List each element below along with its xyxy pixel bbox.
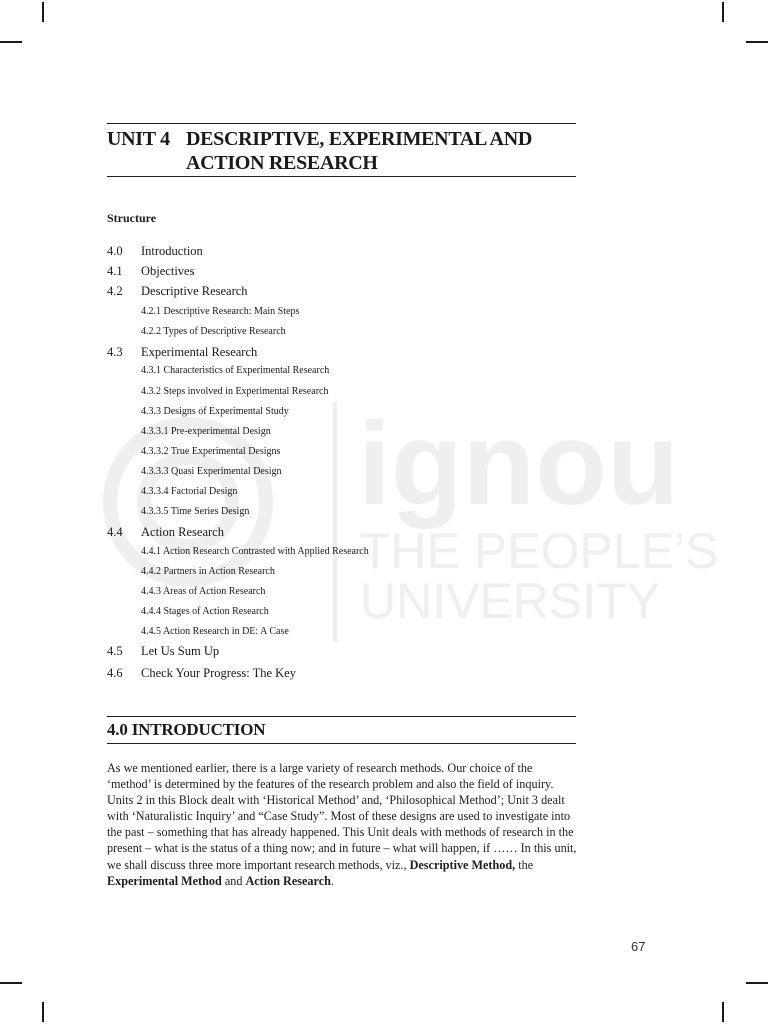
toc-number: 4.1	[107, 264, 123, 278]
unit-title-line-2: ACTION RESEARCH	[186, 152, 378, 174]
toc-subitem: 4.4.3 Areas of Action Research	[141, 586, 266, 597]
toc-number: 4.2	[107, 284, 123, 298]
watermark-tagline-1: THE PEOPLE’S	[360, 523, 718, 579]
toc-subitem: 4.4.1 Action Research Contrasted with Applied Research	[141, 546, 369, 557]
toc-number: 4.4	[107, 525, 123, 539]
intro-text-connector: the	[515, 857, 534, 872]
toc-subitem: 4.4.2 Partners in Action Research	[141, 566, 275, 577]
intro-text-end: .	[330, 873, 334, 888]
intro-paragraph	[107, 760, 577, 889]
toc-subitem: 4.4.4 Stages of Action Research	[141, 606, 269, 617]
toc-subitem: 4.3.3 Designs of Experimental Study	[141, 406, 289, 417]
intro-bold-action: Action Research	[245, 873, 331, 888]
unit-title-line-1: DESCRIPTIVE, EXPERIMENTAL AND	[186, 128, 532, 150]
toc-title: Action Research	[141, 525, 224, 539]
section-bottom-rule	[107, 743, 576, 744]
intro-bold-experimental: Experimental Method	[107, 873, 222, 888]
toc-title: Let Us Sum Up	[141, 644, 220, 658]
crop-mark-bottom-right-h	[746, 982, 768, 984]
unit-number: UNIT 4	[107, 128, 170, 150]
toc-title: Check Your Progress: The Key	[141, 666, 296, 680]
title-bottom-rule	[107, 176, 576, 177]
crop-mark-top-right-h	[746, 41, 768, 43]
toc-subitem: 4.3.3.2 True Experimental Designs	[141, 446, 281, 457]
crop-mark-top-left	[42, 2, 44, 22]
toc-subitem: 4.4.5 Action Research in DE: A Case	[141, 626, 289, 637]
toc-subitem: 4.3.3.5 Time Series Design	[141, 506, 250, 517]
toc-subitem: 4.2.2 Types of Descriptive Research	[141, 326, 286, 337]
toc-subitem: 4.3.3.1 Pre-experimental Design	[141, 426, 271, 437]
intro-text: As we mentioned earlier, there is a large variety of research methods. Our choice of the ‘method’ is determined by the features of the research problem and also the field of inquiry. Units 2 in this Block dealt with ‘Historical Method’ and, ‘Philosophical Method’; Unit 3 dealt with ‘Naturalistic Inquiry’ and “Case Study”. Most of these designs are used to investigate into the past – something that has already happened. This Unit deals with methods of research in the present – what is the status of a thing now; and in future – what will happen, if …… In this unit, we shall discuss three more important research methods, viz.,	[107, 761, 577, 872]
toc-subitem: 4.3.1 Characteristics of Experimental Research	[141, 365, 330, 376]
crop-mark-top-left-h	[0, 41, 22, 43]
watermark-brand: ignou	[358, 398, 680, 530]
watermark-tagline-2: UNIVERSITY	[360, 573, 661, 629]
structure-label: Structure	[107, 211, 157, 225]
intro-bold-descriptive: Descriptive Method,	[409, 857, 516, 872]
toc-number: 4.0	[107, 244, 123, 258]
crop-mark-bottom-right	[722, 1002, 724, 1022]
crop-mark-bottom-left-h	[0, 982, 22, 984]
toc-number: 4.6	[107, 666, 123, 680]
toc-subitem: 4.3.2 Steps involved in Experimental Research	[141, 386, 329, 397]
crop-mark-bottom-left	[42, 1002, 44, 1022]
toc-subitem: 4.3.3.3 Quasi Experimental Design	[141, 466, 282, 477]
page-number: 67	[631, 939, 646, 954]
toc-title: Descriptive Research	[141, 284, 248, 298]
toc-number: 4.3	[107, 345, 123, 359]
toc-title: Experimental Research	[141, 345, 258, 359]
intro-text-connector: and	[221, 873, 246, 888]
crop-mark-top-right	[722, 2, 724, 22]
toc-subitem: 4.3.3.4 Factorial Design	[141, 486, 238, 497]
section-top-rule	[107, 716, 576, 717]
toc-number: 4.5	[107, 644, 123, 658]
toc-subitem: 4.2.1 Descriptive Research: Main Steps	[141, 306, 300, 317]
toc-title: Introduction	[141, 244, 203, 258]
section-heading: 4.0 INTRODUCTION	[107, 720, 266, 739]
title-top-rule	[107, 123, 576, 124]
toc-title: Objectives	[141, 264, 195, 278]
